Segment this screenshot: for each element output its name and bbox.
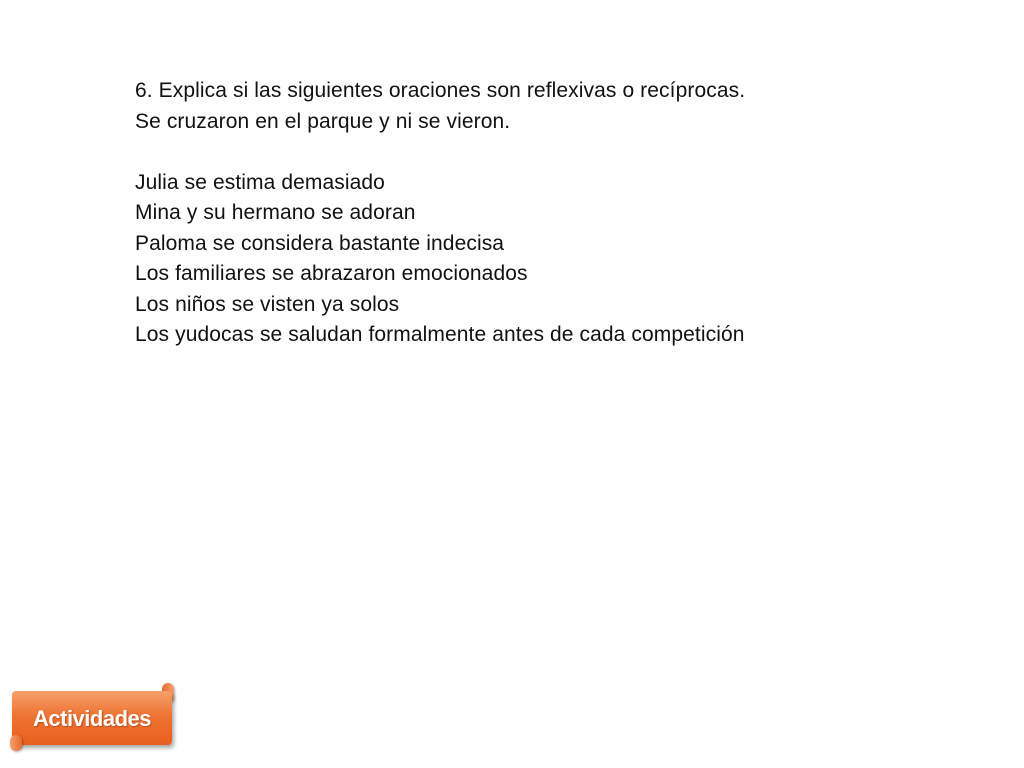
sentence-item: Los niños se visten ya solos (135, 292, 400, 316)
actividades-label: Actividades (33, 706, 151, 731)
activity-text (135, 76, 995, 351)
sentence-item: Mina y su hermano se adoran (135, 201, 416, 224)
blank-line (135, 137, 995, 168)
actividades-banner[interactable] (12, 691, 172, 745)
actividades-tab[interactable] (12, 683, 176, 751)
example-sentence: Se cruzaron en el parque y ni se vieron. (135, 109, 511, 133)
activity-heading: 6. Explica si las siguientes oraciones son reflexivas o recíprocas. (135, 79, 746, 102)
sentence-item: Los familiares se abrazaron emocionados (135, 262, 528, 285)
sentence-item: Los yudocas se saludan formalmente antes de cada competición (135, 323, 745, 346)
scroll-curl-icon (10, 735, 22, 751)
sentence-item: Paloma se considera bastante indecisa (135, 231, 505, 255)
sentence-item: Julia se estima demasiado (135, 170, 385, 194)
